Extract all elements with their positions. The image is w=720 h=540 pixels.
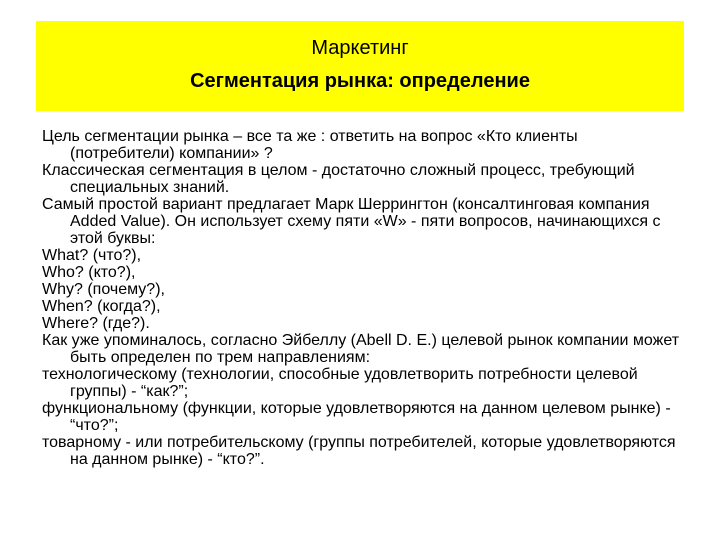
question-who: Who? (кто?),	[42, 264, 136, 281]
question-why: Why? (почему?),	[42, 281, 165, 298]
direction-technological: технологическому (технологии, способные удовлетворить потребности целевой группы) - “как?”;	[42, 366, 638, 400]
direction-product: товарному - или потребительскому (группы потребителей, которые удовлетворяются на данном рынке) - “кто?”.	[42, 434, 676, 468]
paragraph-sherrington: Самый простой вариант предлагает Марк Шеррингтон (консалтинговая компания Added Value). Он использует схему пяти «W» - пяти вопросов, начинающихся с этой буквы:	[42, 196, 661, 247]
slide-body	[42, 128, 682, 468]
question-when: When? (когда?),	[42, 298, 161, 315]
slide-title: Сегментация рынка: определение	[190, 70, 530, 92]
paragraph-abell: Как уже упоминалось, согласно Эйбеллу (Abell D. E.) целевой рынок компании может быть определен по трем направлениям:	[42, 332, 680, 366]
paragraph-classic-segmentation: Классическая сегментация в целом - достаточно сложный процесс, требующий специальных знаний.	[42, 162, 635, 196]
question-where: Where? (где?).	[42, 315, 150, 332]
question-what: What? (что?),	[42, 247, 142, 264]
paragraph-goal: Цель сегментации рынка – все та же : ответить на вопрос «Кто клиенты (потребители) компании» ?	[42, 128, 578, 162]
direction-functional: функциональному (функции, которые удовлетворяются на данном целевом рынке) - “что?”;	[42, 400, 671, 434]
title-banner	[36, 21, 684, 111]
subject-heading: Маркетинг	[311, 37, 409, 59]
